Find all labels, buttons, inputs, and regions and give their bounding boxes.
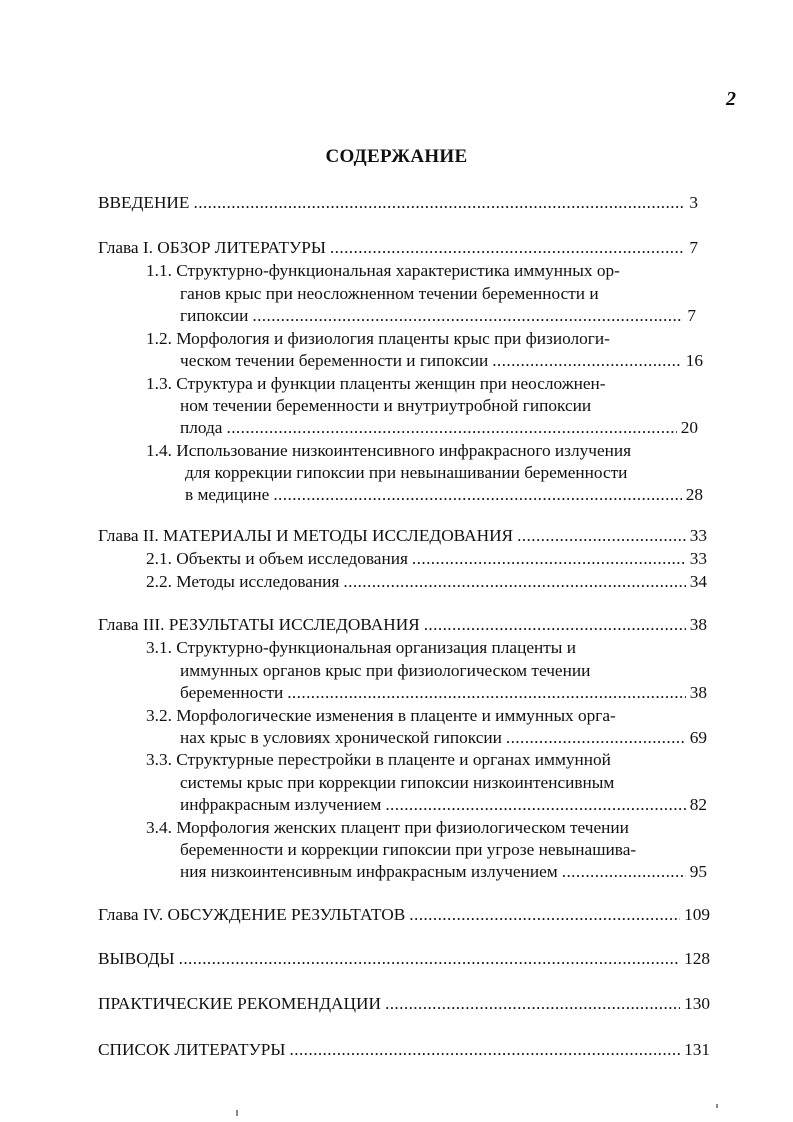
toc-entry-3-1-line-1	[146, 637, 576, 659]
leader-dots	[506, 727, 686, 749]
toc-entry-text: 2.1. Объекты и объем исследования	[146, 549, 408, 568]
toc-page-number: 20	[680, 418, 698, 437]
toc-entry-text: 3.3. Структурные перестройки в плаценте и органах иммунной	[146, 750, 611, 769]
scan-speck	[716, 1104, 718, 1108]
toc-entry-text: инфракрасным излучением	[180, 795, 382, 814]
toc-entry-text: 3.4. Морфология женских плацент при физиологическом течении	[146, 818, 629, 837]
toc-entry-text: в медицине	[185, 485, 270, 504]
toc-entry-1-4	[185, 484, 703, 506]
toc-entry-3-3	[180, 794, 707, 816]
leader-dots	[193, 192, 685, 214]
toc-entry-text: 1.3. Структура и функции плаценты женщин при неосложнен-	[146, 374, 606, 393]
toc-entry-3-2	[180, 727, 707, 749]
leader-dots	[273, 484, 681, 506]
toc-entry-text: ВЫВОДЫ	[98, 949, 175, 968]
leader-dots	[330, 237, 685, 259]
toc-entry-text: ном течении беременности и внутриутробной гипоксии	[180, 396, 592, 415]
toc-page-number: 33	[689, 549, 707, 568]
toc-entry-text: 2.2. Методы исследования	[146, 572, 340, 591]
toc-page-number: 7	[689, 238, 698, 257]
leader-dots	[287, 682, 686, 704]
scan-speck	[236, 1110, 238, 1116]
toc-entry-text: 3.1. Структурно-функциональная организация плаценты и	[146, 638, 576, 657]
leader-dots	[290, 1039, 681, 1061]
page-title: СОДЕРЖАНИЕ	[325, 146, 468, 167]
toc-page-number: 109	[684, 905, 710, 924]
toc-entry-3-3-line-1	[146, 749, 611, 771]
toc-page-number: 95	[689, 862, 707, 881]
leader-dots	[252, 305, 683, 327]
leader-dots	[409, 904, 680, 926]
toc-entry-text: ганов крыс при неосложненном течении беременности и	[180, 284, 599, 303]
leader-dots	[412, 548, 686, 570]
leader-dots	[385, 993, 680, 1015]
leader-dots	[562, 861, 686, 883]
toc-entry-text: иммунных органов крыс при физиологическом течении	[180, 661, 591, 680]
toc-entry-1-1	[180, 305, 696, 327]
toc-entry-text: нах крыс в условиях хронической гипоксии	[180, 728, 502, 747]
toc-entry-text: беременности	[180, 683, 284, 702]
toc-entry-3-4-line-1	[146, 817, 629, 839]
toc-entry-1-3-line-2	[180, 395, 591, 417]
toc-page-number: 82	[689, 795, 707, 814]
toc-page-number: 130	[684, 994, 710, 1013]
toc-page-number: 38	[689, 615, 707, 634]
leader-dots	[343, 571, 685, 593]
toc-entry-1-2-line-1	[146, 328, 610, 350]
toc-entry-text: для коррекции гипоксии при невынашивании беременности	[185, 463, 628, 482]
leader-dots	[424, 614, 686, 636]
toc-entry-conclusions	[98, 948, 710, 970]
toc-entry-text: ПРАКТИЧЕСКИЕ РЕКОМЕНДАЦИИ	[98, 994, 381, 1013]
toc-entry-recommendations	[98, 993, 710, 1015]
toc-entry-text: СПИСОК ЛИТЕРАТУРЫ	[98, 1040, 286, 1059]
toc-entry-references	[98, 1039, 710, 1061]
toc-entry-1-4-line-1	[146, 440, 631, 462]
toc-entry-text: Глава I. ОБЗОР ЛИТЕРАТУРЫ	[98, 238, 326, 257]
toc-entry-chapter-3	[98, 614, 707, 636]
toc-page-number: 128	[684, 949, 710, 968]
toc-entry-3-4	[180, 861, 707, 883]
toc-entry-text: гипоксии	[180, 306, 249, 325]
toc-entry-text: Глава III. РЕЗУЛЬТАТЫ ИССЛЕДОВАНИЯ	[98, 615, 420, 634]
toc-entry-text: ния низкоинтенсивным инфракрасным излучением	[180, 862, 558, 881]
toc-entry-text: 1.2. Морфология и физиология плаценты крыс при физиологи-	[146, 329, 610, 348]
toc-entry-2-2	[146, 571, 707, 593]
leader-dots	[385, 794, 685, 816]
toc-entry-1-4-line-2	[185, 462, 627, 484]
toc-page-number: 33	[689, 526, 707, 545]
toc-entry-text: ческом течении беременности и гипоксии	[180, 351, 489, 370]
toc-entry-text: ВВЕДЕНИЕ	[98, 193, 190, 212]
toc-page-number: 131	[684, 1040, 710, 1059]
leader-dots	[226, 417, 676, 439]
toc-entry-chapter-4	[98, 904, 710, 926]
toc-page-number: 28	[685, 485, 703, 504]
toc-entry-3-1	[180, 682, 707, 704]
toc-page-number: 16	[685, 351, 703, 370]
toc-entry-intro	[98, 192, 698, 214]
toc-entry-1-3-line-1	[146, 373, 606, 395]
toc-entry-chapter-2	[98, 525, 707, 547]
toc-entry-1-3	[180, 417, 698, 439]
toc-entry-1-2	[180, 350, 703, 372]
toc-entry-text: 1.1. Структурно-функциональная характеристика иммунных ор-	[146, 261, 620, 280]
toc-entry-3-2-line-1	[146, 705, 616, 727]
leader-dots	[517, 525, 686, 547]
toc-page-number: 69	[689, 728, 707, 747]
toc-entry-3-4-line-2	[180, 839, 636, 861]
toc-entry-1-1-line-1	[146, 260, 620, 282]
toc-entry-1-1-line-2	[180, 283, 599, 305]
toc-entry-text: системы крыс при коррекции гипоксии низкоинтенсивным	[180, 773, 615, 792]
toc-entry-text: беременности и коррекции гипоксии при угрозе невынашива-	[180, 840, 637, 859]
toc-entry-chapter-1	[98, 237, 698, 259]
toc-entry-3-1-line-2	[180, 660, 590, 682]
toc-page-number: 38	[689, 683, 707, 702]
leader-dots	[492, 350, 682, 372]
toc-entry-text: Глава II. МАТЕРИАЛЫ И МЕТОДЫ ИССЛЕДОВАНИЯ	[98, 526, 514, 545]
leader-dots	[179, 948, 680, 970]
toc-entry-text: плода	[180, 418, 223, 437]
toc-entry-text: 1.4. Использование низкоинтенсивного инфракрасного излучения	[146, 441, 632, 460]
toc-entry-3-3-line-2	[180, 772, 614, 794]
toc-page-number: 34	[689, 572, 707, 591]
toc-entry-2-1	[146, 548, 707, 570]
toc-entry-text: Глава IV. ОБСУЖДЕНИЕ РЕЗУЛЬТАТОВ	[98, 905, 406, 924]
toc-entry-text: 3.2. Морфологические изменения в плаценте и иммунных орга-	[146, 706, 616, 725]
toc-page-number: 7	[687, 306, 696, 325]
page-number: 2	[726, 88, 736, 110]
toc-page-number: 3	[689, 193, 698, 212]
